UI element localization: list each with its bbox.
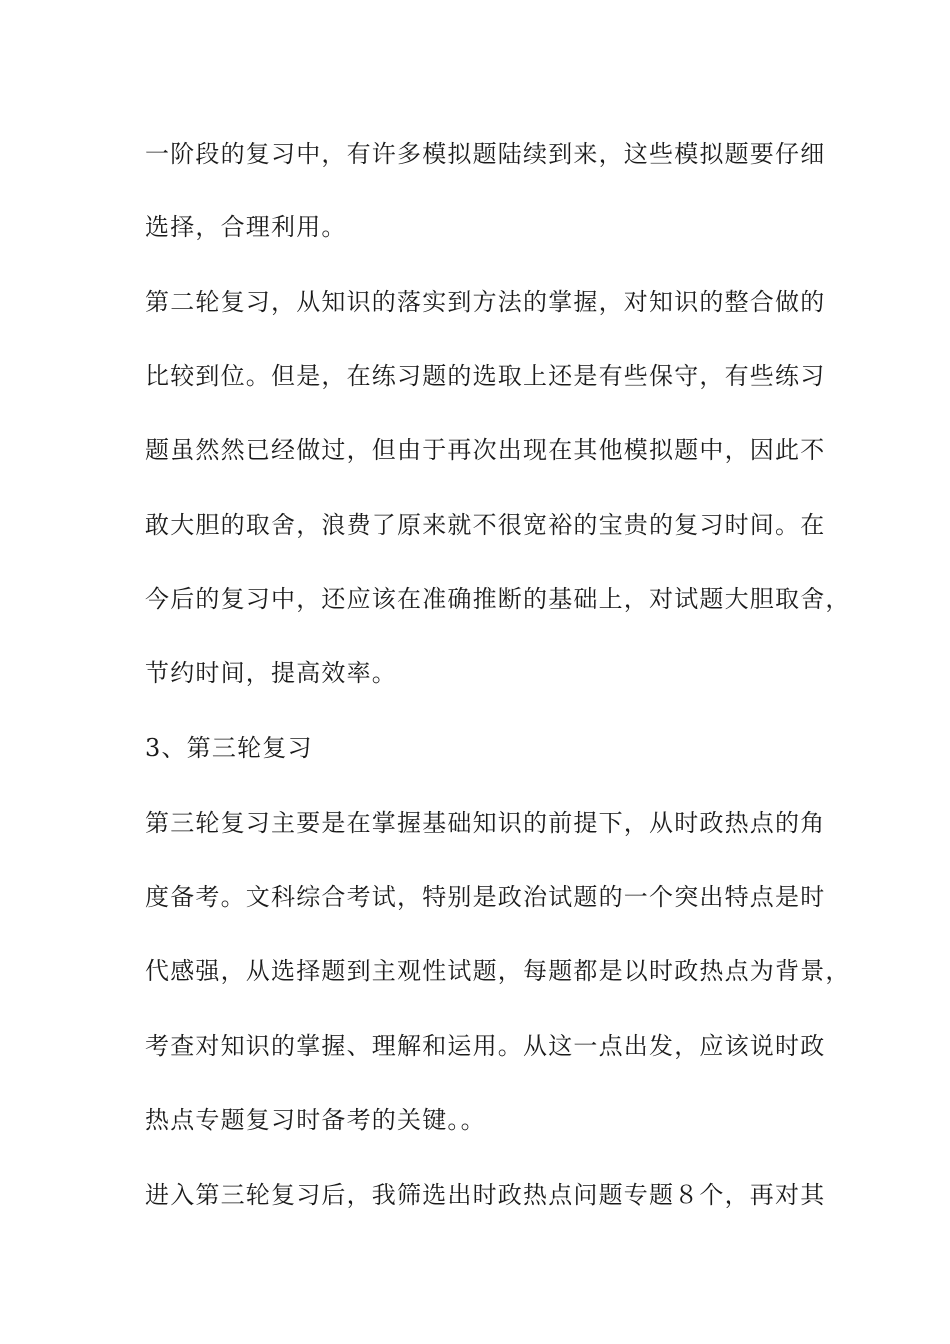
text-line: 第三轮复习主要是在掌握基础知识的前提下，从时政热点的角 [145, 809, 826, 837]
text-line: 度备考。文科综合考试，特别是政治试题的一个突出特点是时 [145, 883, 826, 911]
text-line: 热点专题复习时备考的关键。。 [145, 1106, 486, 1134]
text-line: 题虽然然已经做过，但由于再次出现在其他模拟题中，因此不 [145, 436, 826, 464]
text-line: 选择，合理利用。 [145, 213, 347, 241]
text-line: 进入第三轮复习后，我筛选出时政热点问题专题８个，再对其 [145, 1181, 826, 1209]
text-line: 第二轮复习，从知识的落实到方法的掌握，对知识的整合做的 [145, 288, 826, 316]
text-line: 节约时间，提高效率。 [145, 659, 397, 687]
text-line: 考查对知识的掌握、理解和运用。从这一点出发，应该说时政 [145, 1032, 826, 1060]
section-heading: 3、第三轮复习 [145, 734, 313, 762]
text-line: 比较到位。但是，在练习题的选取上还是有些保守，有些练习 [145, 362, 826, 390]
text-line: 敢大胆的取舍，浪费了原来就不很宽裕的宝贵的复习时间。在 [145, 511, 826, 539]
text-line: 代感强，从选择题到主观性试题，每题都是以时政热点为背景， [145, 957, 851, 985]
text-line: 今后的复习中，还应该在准确推断的基础上，对试题大胆取舍， [145, 585, 851, 613]
text-line: 一阶段的复习中，有许多模拟题陆续到来，这些模拟题要仔细 [145, 140, 826, 168]
